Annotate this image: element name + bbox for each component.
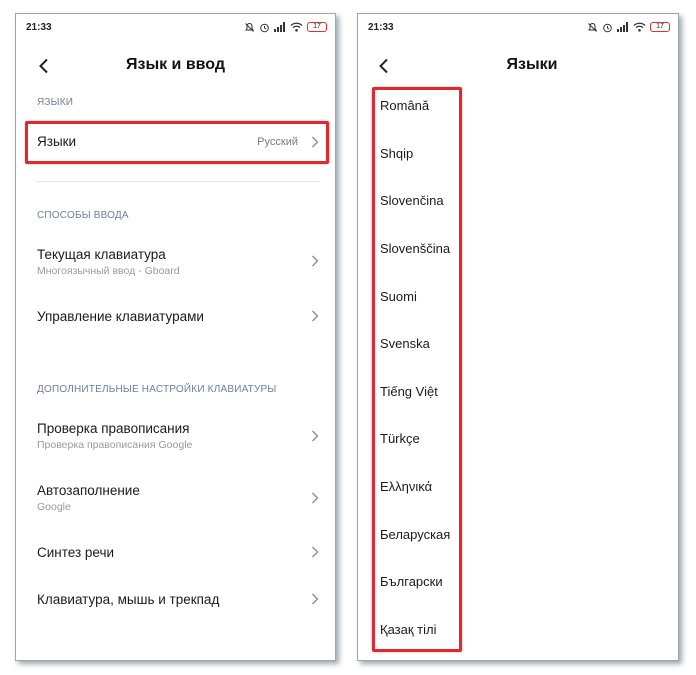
mute-icon bbox=[244, 22, 255, 33]
language-item-tieng-viet[interactable]: Tiếng Việt bbox=[380, 384, 438, 399]
current-keyboard-title: Текущая клавиатура bbox=[37, 247, 166, 262]
languages-row-value: Русский bbox=[257, 136, 298, 148]
battery-level: 17 bbox=[313, 23, 321, 30]
language-item-slovencina[interactable]: Slovenčina bbox=[380, 193, 444, 208]
alarm-icon bbox=[259, 22, 270, 33]
page-title: Язык и ввод bbox=[125, 56, 226, 73]
wifi-icon bbox=[633, 22, 646, 32]
current-keyboard-subtitle: Многоязычный ввод - Gboard bbox=[37, 265, 180, 277]
spell-check-row[interactable] bbox=[16, 412, 335, 460]
tts-row[interactable] bbox=[16, 536, 335, 572]
autofill-row[interactable] bbox=[16, 474, 335, 522]
language-item-turkce[interactable]: Türkçe bbox=[380, 431, 420, 446]
status-time: 21:33 bbox=[368, 22, 394, 33]
manage-keyboards-row[interactable] bbox=[16, 300, 335, 336]
keyboard-mouse-row[interactable] bbox=[16, 583, 335, 619]
app-header bbox=[358, 48, 678, 84]
chevron-right-icon bbox=[310, 255, 320, 267]
tts-title: Синтез речи bbox=[37, 545, 115, 560]
status-icons bbox=[244, 20, 327, 34]
manage-keyboards-title: Управление клавиатурами bbox=[37, 309, 204, 324]
section-header-input-methods: СПОСОБЫ ВВОДА bbox=[37, 210, 129, 221]
status-icons bbox=[587, 20, 670, 34]
languages-row-title: Языки bbox=[37, 134, 77, 149]
autofill-subtitle: Google bbox=[37, 501, 71, 513]
keyboard-mouse-title: Клавиатура, мышь и трекпад bbox=[37, 592, 220, 607]
page-title: Языки bbox=[506, 56, 558, 73]
app-header bbox=[16, 48, 335, 84]
section-header-advanced: ДОПОЛНИТЕЛЬНЫЕ НАСТРОЙКИ КЛАВИАТУРЫ bbox=[37, 384, 277, 395]
language-item-slovenscina[interactable]: Slovenščina bbox=[380, 241, 451, 256]
language-input-settings-screen bbox=[15, 13, 336, 661]
language-item-greek[interactable]: Ελληνικά bbox=[380, 479, 433, 494]
signal-icon bbox=[274, 22, 286, 32]
chevron-right-icon bbox=[310, 492, 320, 504]
language-item-kazakh[interactable]: Қазақ тілі bbox=[380, 622, 437, 637]
languages-row[interactable] bbox=[16, 122, 335, 160]
language-item-bulgarian[interactable]: Български bbox=[380, 574, 443, 589]
spell-check-title: Проверка правописания bbox=[37, 421, 190, 436]
chevron-right-icon bbox=[310, 546, 320, 558]
section-header-languages: ЯЗЫКИ bbox=[37, 97, 74, 108]
signal-icon bbox=[617, 22, 629, 32]
wifi-icon bbox=[290, 22, 303, 32]
chevron-right-icon bbox=[310, 430, 320, 442]
language-item-belarusian[interactable]: Беларуская bbox=[380, 527, 451, 542]
status-bar bbox=[16, 14, 335, 40]
status-bar bbox=[358, 14, 678, 40]
language-item-romana[interactable]: Română bbox=[380, 98, 430, 113]
autofill-title: Автозаполнение bbox=[37, 483, 140, 498]
mute-icon bbox=[587, 22, 598, 33]
status-time: 21:33 bbox=[26, 22, 52, 33]
battery-icon bbox=[307, 22, 327, 32]
alarm-icon bbox=[602, 22, 613, 33]
language-item-suomi[interactable]: Suomi bbox=[380, 289, 417, 304]
battery-level: 17 bbox=[656, 23, 664, 30]
language-item-svenska[interactable]: Svenska bbox=[380, 336, 430, 351]
chevron-right-icon bbox=[310, 310, 320, 322]
spell-check-subtitle: Проверка правописания Google bbox=[37, 439, 193, 451]
highlight-frame-language-list bbox=[372, 87, 462, 652]
language-item-shqip[interactable]: Shqip bbox=[380, 146, 414, 161]
languages-screen bbox=[357, 13, 679, 661]
chevron-right-icon bbox=[310, 136, 320, 148]
battery-icon bbox=[650, 22, 670, 32]
divider bbox=[37, 181, 320, 182]
chevron-right-icon bbox=[310, 593, 320, 605]
current-keyboard-row[interactable] bbox=[16, 238, 335, 284]
